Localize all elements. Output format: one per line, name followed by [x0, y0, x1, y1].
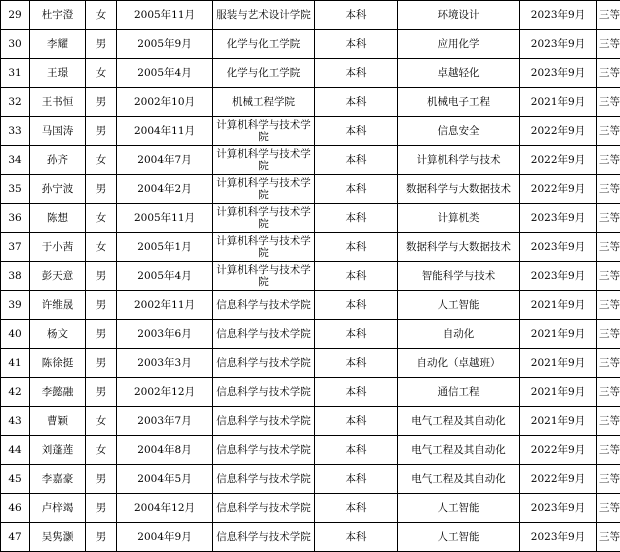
major-cell: 通信工程: [398, 378, 520, 407]
name-cell: 彭天意: [30, 262, 86, 291]
name-cell: 李懿融: [30, 378, 86, 407]
name-cell: 孙齐: [30, 146, 86, 175]
gender-cell: 女: [86, 59, 117, 88]
table-row: [1, 378, 620, 407]
row-number-cell: 44: [1, 436, 30, 465]
school-cell: 机械工程学院: [213, 88, 315, 117]
award-level-cell: 三等: [597, 1, 620, 30]
birth-date-cell: 2003年3月: [117, 349, 213, 378]
degree-level-cell: 本科: [315, 30, 398, 59]
school-cell: 信息科学与技术学院: [213, 378, 315, 407]
birth-date-cell: 2005年1月: [117, 233, 213, 262]
degree-level-cell: 本科: [315, 175, 398, 204]
row-number-cell: 45: [1, 465, 30, 494]
enrollment-date-cell: 2022年9月: [520, 175, 597, 204]
enrollment-date-cell: 2023年9月: [520, 30, 597, 59]
row-number-cell: 47: [1, 523, 30, 552]
enrollment-date-cell: 2023年9月: [520, 233, 597, 262]
birth-date-cell: 2004年7月: [117, 146, 213, 175]
gender-cell: 女: [86, 436, 117, 465]
school-cell: 化学与化工学院: [213, 59, 315, 88]
degree-level-cell: 本科: [315, 59, 398, 88]
major-cell: 数据科学与大数据技术: [398, 175, 520, 204]
name-cell: 陈徐挺: [30, 349, 86, 378]
gender-cell: 女: [86, 1, 117, 30]
row-number-cell: 42: [1, 378, 30, 407]
major-cell: 环境设计: [398, 1, 520, 30]
birth-date-cell: 2004年11月: [117, 117, 213, 146]
school-cell: 信息科学与技术学院: [213, 465, 315, 494]
school-cell: 计算机科学与技术学院: [213, 233, 315, 262]
school-cell: 信息科学与技术学院: [213, 291, 315, 320]
award-level-cell: 三等: [597, 88, 620, 117]
enrollment-date-cell: 2023年9月: [520, 204, 597, 233]
gender-cell: 女: [86, 407, 117, 436]
row-number-cell: 33: [1, 117, 30, 146]
gender-cell: 男: [86, 117, 117, 146]
enrollment-date-cell: 2022年9月: [520, 465, 597, 494]
major-cell: 计算机科学与技术: [398, 146, 520, 175]
award-level-cell: 三等: [597, 291, 620, 320]
school-cell: 信息科学与技术学院: [213, 523, 315, 552]
table-row: [1, 349, 620, 378]
award-level-cell: 三等: [597, 320, 620, 349]
degree-level-cell: 本科: [315, 349, 398, 378]
school-cell: 信息科学与技术学院: [213, 320, 315, 349]
enrollment-date-cell: 2021年9月: [520, 378, 597, 407]
degree-level-cell: 本科: [315, 436, 398, 465]
birth-date-cell: 2005年11月: [117, 204, 213, 233]
degree-level-cell: 本科: [315, 204, 398, 233]
table-row: [1, 494, 620, 523]
birth-date-cell: 2005年9月: [117, 30, 213, 59]
gender-cell: 男: [86, 523, 117, 552]
enrollment-date-cell: 2023年9月: [520, 494, 597, 523]
row-number-cell: 34: [1, 146, 30, 175]
gender-cell: 男: [86, 494, 117, 523]
enrollment-date-cell: 2023年9月: [520, 262, 597, 291]
row-number-cell: 43: [1, 407, 30, 436]
major-cell: 人工智能: [398, 291, 520, 320]
name-cell: 孙宁波: [30, 175, 86, 204]
name-cell: 曹颖: [30, 407, 86, 436]
table-row: [1, 407, 620, 436]
school-cell: 计算机科学与技术学院: [213, 262, 315, 291]
gender-cell: 男: [86, 291, 117, 320]
major-cell: 电气工程及其自动化: [398, 465, 520, 494]
major-cell: 应用化学: [398, 30, 520, 59]
degree-level-cell: 本科: [315, 407, 398, 436]
major-cell: 自动化（卓越班）: [398, 349, 520, 378]
gender-cell: 男: [86, 30, 117, 59]
degree-level-cell: 本科: [315, 233, 398, 262]
row-number-cell: 38: [1, 262, 30, 291]
gender-cell: 女: [86, 204, 117, 233]
degree-level-cell: 本科: [315, 117, 398, 146]
degree-level-cell: 本科: [315, 146, 398, 175]
birth-date-cell: 2005年4月: [117, 59, 213, 88]
birth-date-cell: 2002年10月: [117, 88, 213, 117]
name-cell: 刘蓬莲: [30, 436, 86, 465]
enrollment-date-cell: 2023年9月: [520, 523, 597, 552]
major-cell: 电气工程及其自动化: [398, 436, 520, 465]
enrollment-date-cell: 2021年9月: [520, 320, 597, 349]
major-cell: 信息安全: [398, 117, 520, 146]
gender-cell: 女: [86, 233, 117, 262]
degree-level-cell: 本科: [315, 262, 398, 291]
name-cell: 许维晟: [30, 291, 86, 320]
award-level-cell: 三等: [597, 465, 620, 494]
award-level-cell: 三等: [597, 407, 620, 436]
major-cell: 数据科学与大数据技术: [398, 233, 520, 262]
degree-level-cell: 本科: [315, 88, 398, 117]
major-cell: 智能科学与技术: [398, 262, 520, 291]
row-number-cell: 30: [1, 30, 30, 59]
school-cell: 化学与化工学院: [213, 30, 315, 59]
enrollment-date-cell: 2023年9月: [520, 59, 597, 88]
name-cell: 李嘉豪: [30, 465, 86, 494]
gender-cell: 男: [86, 378, 117, 407]
row-number-cell: 35: [1, 175, 30, 204]
name-cell: 陈想: [30, 204, 86, 233]
row-number-cell: 32: [1, 88, 30, 117]
row-number-cell: 41: [1, 349, 30, 378]
name-cell: 杜宇澄: [30, 1, 86, 30]
school-cell: 服装与艺术设计学院: [213, 1, 315, 30]
name-cell: 李耀: [30, 30, 86, 59]
degree-level-cell: 本科: [315, 523, 398, 552]
row-number-cell: 37: [1, 233, 30, 262]
table-row: [1, 465, 620, 494]
table-row: [1, 1, 620, 30]
degree-level-cell: 本科: [315, 320, 398, 349]
award-level-cell: 三等: [597, 378, 620, 407]
award-level-cell: 三等: [597, 436, 620, 465]
school-cell: 计算机科学与技术学院: [213, 175, 315, 204]
school-cell: 信息科学与技术学院: [213, 407, 315, 436]
enrollment-date-cell: 2021年9月: [520, 88, 597, 117]
enrollment-date-cell: 2022年9月: [520, 146, 597, 175]
award-level-cell: 三等: [597, 204, 620, 233]
award-level-cell: 三等: [597, 349, 620, 378]
major-cell: 人工智能: [398, 494, 520, 523]
degree-level-cell: 本科: [315, 378, 398, 407]
enrollment-date-cell: 2022年9月: [520, 117, 597, 146]
birth-date-cell: 2003年6月: [117, 320, 213, 349]
name-cell: 杨文: [30, 320, 86, 349]
birth-date-cell: 2004年2月: [117, 175, 213, 204]
school-cell: 信息科学与技术学院: [213, 494, 315, 523]
birth-date-cell: 2002年12月: [117, 378, 213, 407]
row-number-cell: 36: [1, 204, 30, 233]
table-row: [1, 320, 620, 349]
school-cell: 信息科学与技术学院: [213, 349, 315, 378]
birth-date-cell: 2004年8月: [117, 436, 213, 465]
table-row: [1, 117, 620, 146]
table-row: [1, 30, 620, 59]
name-cell: 马国涛: [30, 117, 86, 146]
degree-level-cell: 本科: [315, 1, 398, 30]
gender-cell: 男: [86, 349, 117, 378]
school-cell: 计算机科学与技术学院: [213, 117, 315, 146]
award-level-cell: 三等: [597, 523, 620, 552]
award-level-cell: 三等: [597, 30, 620, 59]
table-row: [1, 523, 620, 552]
major-cell: 自动化: [398, 320, 520, 349]
table-row: [1, 291, 620, 320]
row-number-cell: 46: [1, 494, 30, 523]
name-cell: 王璟: [30, 59, 86, 88]
table-row: [1, 262, 620, 291]
enrollment-date-cell: 2021年9月: [520, 349, 597, 378]
gender-cell: 男: [86, 88, 117, 117]
enrollment-date-cell: 2023年9月: [520, 1, 597, 30]
name-cell: 于小茜: [30, 233, 86, 262]
major-cell: 人工智能: [398, 523, 520, 552]
enrollment-date-cell: 2021年9月: [520, 291, 597, 320]
award-level-cell: 三等: [597, 146, 620, 175]
row-number-cell: 31: [1, 59, 30, 88]
birth-date-cell: 2004年9月: [117, 523, 213, 552]
birth-date-cell: 2002年11月: [117, 291, 213, 320]
table-row: [1, 146, 620, 175]
major-cell: 卓越轻化: [398, 59, 520, 88]
table-row: [1, 204, 620, 233]
gender-cell: 男: [86, 262, 117, 291]
gender-cell: 男: [86, 320, 117, 349]
birth-date-cell: 2004年5月: [117, 465, 213, 494]
table-row: [1, 88, 620, 117]
award-level-cell: 三等: [597, 494, 620, 523]
table-row: [1, 59, 620, 88]
enrollment-date-cell: 2022年9月: [520, 436, 597, 465]
birth-date-cell: 2004年12月: [117, 494, 213, 523]
major-cell: 机械电子工程: [398, 88, 520, 117]
table-row: [1, 233, 620, 262]
award-level-cell: 三等: [597, 233, 620, 262]
school-cell: 计算机科学与技术学院: [213, 146, 315, 175]
gender-cell: 男: [86, 465, 117, 494]
birth-date-cell: 2003年7月: [117, 407, 213, 436]
gender-cell: 男: [86, 175, 117, 204]
birth-date-cell: 2005年4月: [117, 262, 213, 291]
enrollment-date-cell: 2021年9月: [520, 407, 597, 436]
name-cell: 吴隽灏: [30, 523, 86, 552]
row-number-cell: 40: [1, 320, 30, 349]
row-number-cell: 39: [1, 291, 30, 320]
school-cell: 信息科学与技术学院: [213, 436, 315, 465]
school-cell: 计算机科学与技术学院: [213, 204, 315, 233]
degree-level-cell: 本科: [315, 291, 398, 320]
gender-cell: 女: [86, 146, 117, 175]
birth-date-cell: 2005年11月: [117, 1, 213, 30]
degree-level-cell: 本科: [315, 494, 398, 523]
degree-level-cell: 本科: [315, 465, 398, 494]
major-cell: 计算机类: [398, 204, 520, 233]
major-cell: 电气工程及其自动化: [398, 407, 520, 436]
award-level-cell: 三等: [597, 59, 620, 88]
name-cell: 王书恒: [30, 88, 86, 117]
table-row: [1, 436, 620, 465]
table-row: [1, 175, 620, 204]
award-level-cell: 三等: [597, 117, 620, 146]
row-number-cell: 29: [1, 1, 30, 30]
table-body: [1, 1, 620, 552]
award-level-cell: 三等: [597, 262, 620, 291]
name-cell: 卢梓竭: [30, 494, 86, 523]
award-level-cell: 三等: [597, 175, 620, 204]
